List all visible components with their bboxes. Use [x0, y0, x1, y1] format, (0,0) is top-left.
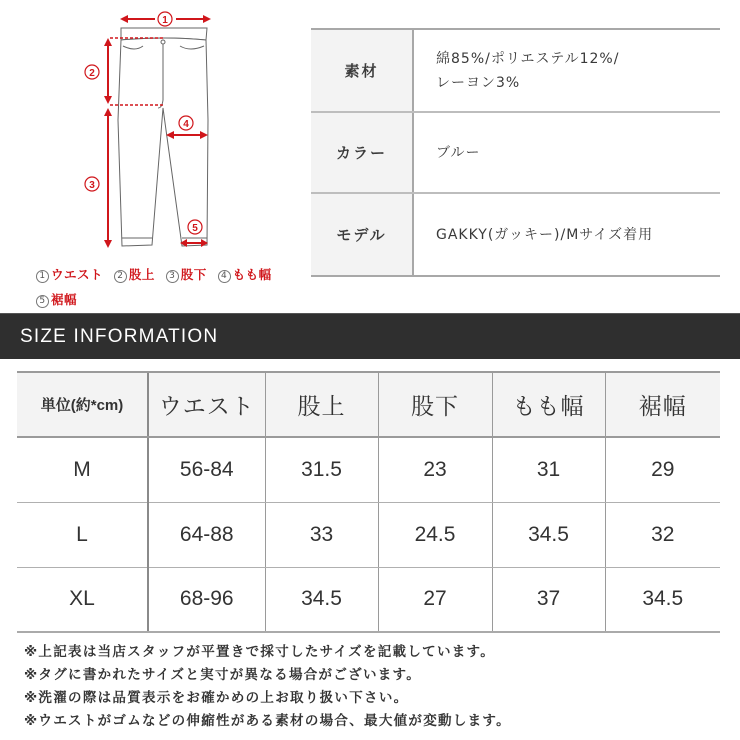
spec-value: ブルー — [413, 112, 720, 193]
size-table — [17, 371, 720, 633]
circled-number-icon: 2 — [114, 270, 127, 283]
measurement-diagram — [0, 0, 300, 310]
cell-waist: 68-96 — [148, 567, 265, 632]
cell-rise: 33 — [265, 502, 378, 567]
cell-thigh: 34.5 — [492, 502, 605, 567]
circled-number-icon: 3 — [166, 270, 179, 283]
legend-item-thigh: 4 もも幅 — [218, 262, 272, 287]
cell-hem: 32 — [605, 502, 720, 567]
product-spec-table — [311, 28, 720, 277]
size-table-header — [17, 372, 720, 437]
svg-text:2: 2 — [89, 68, 95, 79]
cell-thigh: 37 — [492, 567, 605, 632]
cell-thigh: 31 — [492, 437, 605, 502]
note-line: ※上記表は当店スタッフが平置きで採寸したサイズを記載しています。 — [24, 644, 496, 660]
spec-value: GAKKY(ガッキー)/Mサイズ着用 — [413, 193, 720, 276]
cell-inseam: 24.5 — [378, 502, 492, 567]
column-header-unit: 単位(約*cm) — [17, 372, 148, 437]
cell-inseam: 27 — [378, 567, 492, 632]
pants-illustration-icon — [0, 0, 300, 260]
spec-value: 綿85%/ポリエステル12%/ レーヨン3% — [413, 29, 720, 112]
column-header-waist: ウエスト — [148, 372, 265, 437]
svg-text:1: 1 — [162, 15, 168, 26]
column-header-hem: 裾幅 — [605, 372, 720, 437]
size-information-banner — [0, 313, 740, 359]
circled-number-icon: 1 — [36, 270, 49, 283]
circled-number-icon: 4 — [218, 270, 231, 283]
note-line: ※タグに書かれたサイズと実寸が異なる場合がございます。 — [24, 667, 422, 683]
measurement-legend — [36, 262, 306, 312]
svg-text:4: 4 — [183, 119, 189, 130]
cell-inseam: 23 — [378, 437, 492, 502]
table-row — [17, 567, 720, 632]
size-label: M — [17, 437, 148, 502]
column-header-inseam: 股下 — [378, 372, 492, 437]
cell-hem: 29 — [605, 437, 720, 502]
spec-row-model — [311, 193, 720, 276]
note-line: ※ウエストがゴムなどの伸縮性がある素材の場合、最大値が変動します。 — [24, 713, 511, 729]
spec-row-material — [311, 29, 720, 112]
cell-rise: 31.5 — [265, 437, 378, 502]
svg-text:5: 5 — [192, 223, 198, 234]
spec-label: モデル — [311, 193, 413, 276]
spec-label: カラー — [311, 112, 413, 193]
column-header-thigh: もも幅 — [492, 372, 605, 437]
cell-waist: 56-84 — [148, 437, 265, 502]
legend-item-waist: 1 ウエスト — [36, 262, 103, 287]
table-row — [17, 437, 720, 502]
cell-rise: 34.5 — [265, 567, 378, 632]
cell-waist: 64-88 — [148, 502, 265, 567]
circled-number-icon: 5 — [36, 295, 49, 308]
size-label: L — [17, 502, 148, 567]
legend-item-inseam: 3 股下 — [166, 262, 207, 287]
note-line: ※洗濯の際は品質表示をお確かめの上お取り扱い下さい。 — [24, 690, 409, 706]
column-header-rise: 股上 — [265, 372, 378, 437]
cell-hem: 34.5 — [605, 567, 720, 632]
spec-label: 素材 — [311, 29, 413, 112]
size-label: XL — [17, 567, 148, 632]
legend-item-rise: 2 股上 — [114, 262, 155, 287]
table-row — [17, 502, 720, 567]
section-title: SIZE INFORMATION — [20, 326, 219, 347]
spec-row-color — [311, 112, 720, 193]
size-notes — [24, 641, 724, 733]
legend-item-hem: 5 裾幅 — [36, 287, 77, 312]
svg-text:3: 3 — [89, 180, 95, 191]
